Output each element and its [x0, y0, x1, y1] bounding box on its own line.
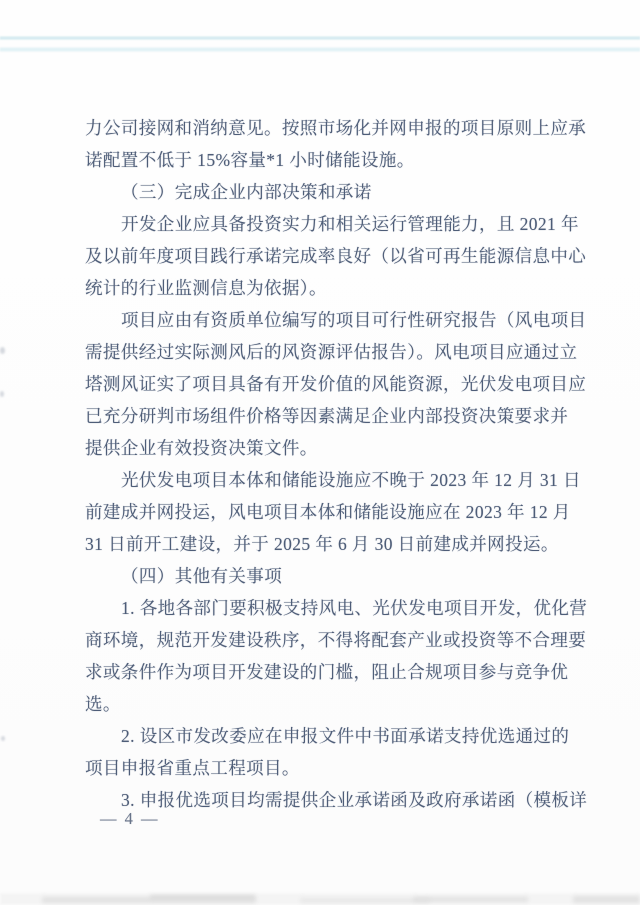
section-heading-4: （四）其他有关事项 — [121, 566, 283, 586]
section-heading-3: （三）完成企业内部决策和承诺 — [121, 182, 372, 202]
text-line: 商环境，规范开发建设秩序，不得将配套产业或投资等不合理要 — [85, 630, 587, 650]
text-line: 前建成并网投运，风电项目本体和储能设施应在 2023 年 12 月 — [85, 502, 571, 522]
text-line: 项目申报省重点工程项目。 — [85, 758, 300, 778]
scan-artifact-smudge — [573, 896, 640, 903]
scan-artifact-smudge — [150, 895, 255, 899]
scan-artifact-cyan-line-bottom — [0, 47, 640, 52]
scan-noise-speck — [0, 347, 5, 354]
text-line: 需提供经过实际测风后的风资源评估报告）。风电项目应通过立 — [85, 342, 578, 362]
text-line: 塔测风证实了项目具备有开发价值的风能资源，光伏发电项目应 — [85, 374, 587, 394]
text-line: 及以前年度项目践行承诺完成率良好（以省可再生能源信息中心 — [85, 246, 587, 266]
text-line: 2. 设区市发改委应在申报文件中书面承诺支持优选通过的 — [121, 726, 570, 746]
document-body — [85, 112, 588, 816]
scan-artifact-bottom-strip — [0, 893, 640, 905]
scan-artifact-cyan-line-top — [0, 36, 640, 40]
text-line: 统计的行业监测信息为依据）。 — [85, 278, 327, 298]
scan-artifact-smudge — [413, 897, 528, 902]
text-line: 诺配置不低于 15%容量*1 小时储能设施。 — [85, 150, 415, 170]
scan-noise-speck — [1, 736, 5, 741]
text-line: 3. 申报优选项目均需提供企业承诺函及政府承诺函（模板详 — [121, 790, 588, 810]
text-line: 开发企业应具备投资实力和相关运行管理能力，且 2021 年 — [121, 214, 579, 234]
scan-artifact-smudge — [300, 898, 430, 903]
text-line: 提供企业有效投资决策文件。 — [85, 438, 318, 458]
text-line: 31 日前开工建设，并于 2025 年 6 月 30 日前建成并网投运。 — [85, 534, 559, 554]
text-line: 选。 — [85, 694, 121, 714]
text-line: 求或条件作为项目开发建设的门槛，阻止合规项目参与竞争优 — [85, 662, 569, 682]
text-line: 项目应由有资质单位编写的项目可行性研究报告（风电项目 — [121, 310, 587, 330]
page-number: — 4 — — [100, 809, 160, 828]
text-line: 力公司接网和消纳意见。按照市场化并网申报的项目原则上应承 — [85, 118, 587, 138]
text-line: 1. 各地各部门要积极支持风电、光伏发电项目开发，优化营 — [121, 598, 588, 618]
text-line: 光伏发电项目本体和储能设施应不晚于 2023 年 12 月 31 日 — [121, 470, 581, 490]
scan-noise-speck — [0, 391, 4, 397]
scan-artifact-smudge — [42, 897, 256, 903]
text-line: 已充分研判市场组件价格等因素满足企业内部投资决策要求并 — [85, 406, 569, 426]
